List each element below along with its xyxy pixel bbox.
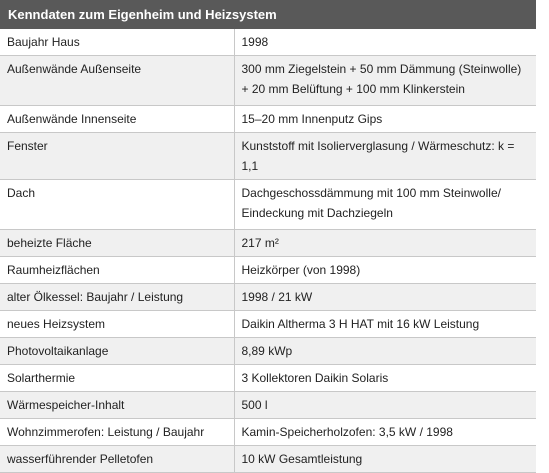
row-label: Raumheizflächen bbox=[0, 257, 234, 284]
table-title: Kenndaten zum Eigenheim und Heizsystem bbox=[0, 0, 536, 29]
row-value: Dachgeschossdämmung mit 100 mm Steinwolle/ Eindeckung mit Dachziegeln bbox=[234, 180, 536, 230]
row-label: wasserführender Pelletofen bbox=[0, 446, 234, 473]
row-label: Außenwände Innenseite bbox=[0, 106, 234, 133]
table-row bbox=[0, 56, 536, 106]
table-row bbox=[0, 284, 536, 311]
row-label: neues Heizsystem bbox=[0, 311, 234, 338]
table-row bbox=[0, 230, 536, 257]
table-row bbox=[0, 180, 536, 230]
row-value: 8,89 kWp bbox=[234, 338, 536, 365]
table-row bbox=[0, 392, 536, 419]
row-label: beheizte Fläche bbox=[0, 230, 234, 257]
row-value: 217 m² bbox=[234, 230, 536, 257]
row-value: 15–20 mm Innenputz Gips bbox=[234, 106, 536, 133]
row-label: alter Ölkessel: Baujahr / Leistung bbox=[0, 284, 234, 311]
row-label: Baujahr Haus bbox=[0, 29, 234, 56]
table-row bbox=[0, 311, 536, 338]
row-value: 1998 / 21 kW bbox=[234, 284, 536, 311]
table-row bbox=[0, 257, 536, 284]
row-label: Photovoltaikanlage bbox=[0, 338, 234, 365]
row-value: 3 Kollektoren Daikin Solaris bbox=[234, 365, 536, 392]
table-row bbox=[0, 419, 536, 446]
table-row bbox=[0, 29, 536, 56]
table-row bbox=[0, 133, 536, 180]
row-value: 10 kW Gesamtleistung bbox=[234, 446, 536, 473]
table-row bbox=[0, 365, 536, 392]
row-label: Außenwände Außenseite bbox=[0, 56, 234, 106]
row-label: Wärmespeicher-Inhalt bbox=[0, 392, 234, 419]
row-value: Kamin-Speicherholzofen: 3,5 kW / 1998 bbox=[234, 419, 536, 446]
row-value: Daikin Altherma 3 H HAT mit 16 kW Leistung bbox=[234, 311, 536, 338]
row-label: Solarthermie bbox=[0, 365, 234, 392]
row-value: Heizkörper (von 1998) bbox=[234, 257, 536, 284]
table-row bbox=[0, 338, 536, 365]
row-value: 300 mm Ziegelstein + 50 mm Dämmung (Steinwolle) + 20 mm Belüftung + 100 mm Klinkerstein bbox=[234, 56, 536, 106]
row-label: Dach bbox=[0, 180, 234, 230]
row-label: Wohnzimmerofen: Leistung / Baujahr bbox=[0, 419, 234, 446]
row-value: 1998 bbox=[234, 29, 536, 56]
table-row bbox=[0, 106, 536, 133]
row-label: Fenster bbox=[0, 133, 234, 180]
table-body bbox=[0, 29, 536, 473]
row-value: Kunststoff mit Isolierverglasung / Wärmeschutz: k = 1,1 bbox=[234, 133, 536, 180]
row-value: 500 l bbox=[234, 392, 536, 419]
